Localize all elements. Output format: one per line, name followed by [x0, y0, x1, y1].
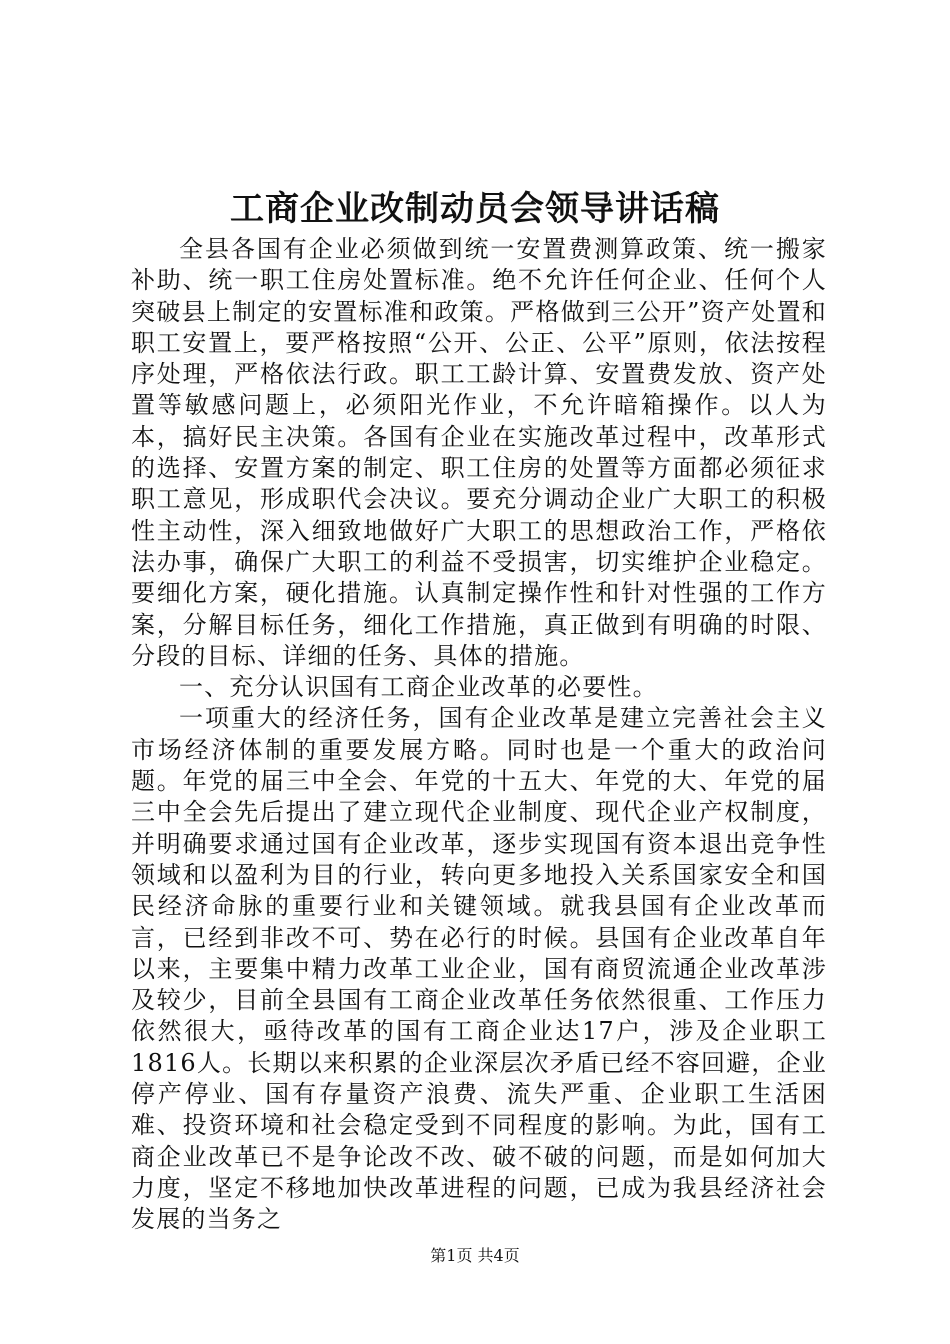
paragraph-2-section-heading: 一、充分认识国有工商企业改革的必要性。: [179, 673, 658, 702]
page-number-footer: 第1页 共4页: [430, 1246, 520, 1265]
document-body: [131, 234, 827, 1236]
document-title: 工商企业改制动员会领导讲话稿: [230, 189, 720, 229]
paragraph-3: 一项重大的经济任务，国有企业改革是建立完善社会主义市场经济体制的重要发展方略。同时也是一个重大的政治问题。年党的届三中全会、年党的十五大、年党的大、年党的届三中全会先后提出了建立现代企业制度、现代企业产权制度，并明确要求通过国有企业改革，逐步实现国有资本退出竞争性领域和以盈利为目的行业，转向更多地投入关系国家安全和国民经济命脉的重要行业和关键领域。就我县国有企业改革而言，已经到非改不可、势在必行的时候。县国有企业改革自年以来，主要集中精力改革工业企业，国有商贸流通企业改革涉及较少，目前全县国有工商企业改革任务依然很重、工作压力依然很大，亟待改革的国有工商企业达17户，涉及企业职工1816人。长期以来积累的企业深层次矛盾已经不容回避，企业停产停业、国有存量资产浪费、流失严重、企业职工生活困难、投资环境和社会稳定受到不同程度的影响。为此，国有工商企业改革已不是争论改不改、破不破的问题，而是如何加大力度，坚定不移地加快改革进程的问题，已成为我县经济社会发展的当务之: [131, 704, 827, 1234]
paragraph-1: 全县各国有企业必须做到统一安置费测算政策、统一搬家补助、统一职工住房处置标准。绝不允许任何企业、任何个人突破县上制定的安置标准和政策。严格做到三公开”资产处置和职工安置上，要严格按照“公开、公正、公平”原则，依法按程序处理，严格依法行政。职工工龄计算、安置费发放、资产处置等敏感问题上，必须阳光作业，不允许暗箱操作。以人为本，搞好民主决策。各国有企业在实施改革过程中，改革形式的选择、安置方案的制定、职工住房的处置等方面都必须征求职工意见，形成职代会决议。要充分调动企业广大职工的积极性主动性，深入细致地做好广大职工的思想政治工作，严格依法办事，确保广大职工的利益不受损害，切实维护企业稳定。要细化方案，硬化措施。认真制定操作性和针对性强的工作方案，分解目标任务，细化工作措施，真正做到有明确的时限、分段的目标、详细的任务、具体的措施。: [131, 235, 827, 670]
